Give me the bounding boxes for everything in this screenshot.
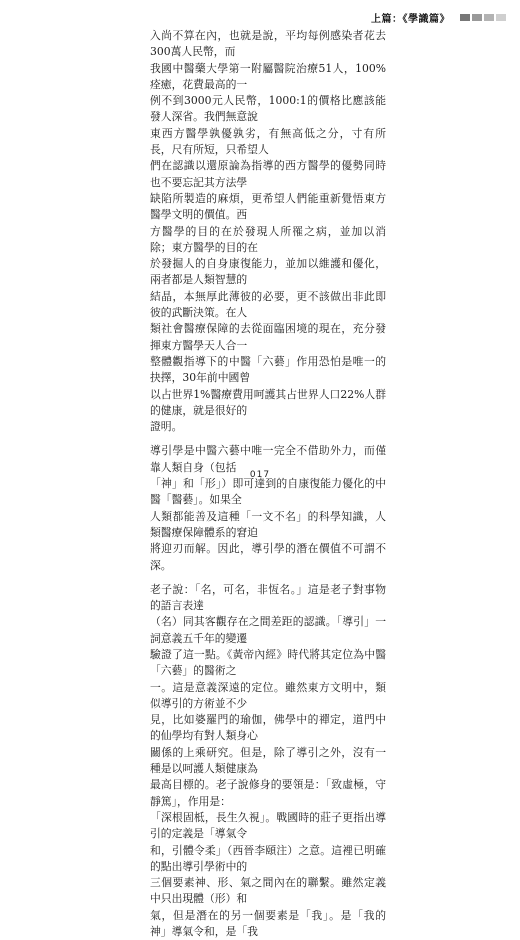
text-line: 見，比如婆羅門的瑜伽，佛學中的禪定，道門中的仙學均有對人類身心	[150, 713, 386, 743]
header-decoration	[458, 14, 506, 21]
running-header	[371, 10, 506, 25]
text-line: 「神」和「形」）即可達到的自康復能力優化的中醫「醫藝」。如果全	[150, 477, 386, 507]
text-line: 人類都能善及這種「一文不名」的科學知識，人類醫療保障體系的窘迫	[150, 509, 386, 539]
text-line: 以占世界1%醫療費用呵護其占世界人口22%人群的健康，就是很好的	[150, 387, 386, 417]
text-line: 「深根固柢，長生久視」。戰國時的莊子更指出導引的定義是「導氣令	[150, 810, 386, 841]
text-line: 們在認識以還原論為指導的西方醫學的優勢同時也不要忘記其方法學	[150, 159, 386, 189]
text-line: 驗證了這一點。《黃帝內經》時代將其定位為中醫「六藝」的醫術之	[150, 647, 386, 678]
text-line: 入尚不算在內，也就是說，平均每例感染者花去300萬人民幣，而	[150, 29, 386, 59]
text-line: 導引學是中醫六藝中唯一完全不借助外力，而僅靠人類自身（包括	[150, 444, 386, 474]
paragraph	[150, 28, 386, 435]
text-line: 東西方醫學孰優孰劣，有無高低之分，寸有所長，尺有所短，只希望人	[150, 126, 386, 157]
text-line: 老子說：「名，可名，非恆名。」這是老子對事物的語言表達	[150, 582, 386, 613]
text-line: （名）同其客觀存在之間差距的認識。「導引」一詞意義五千年的變遷	[150, 615, 386, 645]
text-line: 方醫學的目的在於發現人所罹之病，並加以消除；東方醫學的目的在	[150, 224, 386, 254]
section-title: 上篇：《學識篇》	[371, 14, 450, 25]
text-line: 三個要素神、形、氣之間內在的聯繫。雖然定義中只出現體（形）和	[150, 876, 386, 906]
text-line: 將迎刃而解。因此，導引學的潛在價值不可謂不深。	[150, 542, 386, 572]
paragraph	[150, 443, 386, 573]
text-line: 最高目標的。老子說修身的要領是：「致虛極，守靜篤」，作用是：	[150, 778, 386, 808]
paragraph	[150, 582, 386, 940]
body-text	[150, 28, 386, 940]
text-line: 於發掘人的自身康復能力，並加以維護和優化，兩者都是人類智慧的	[150, 257, 386, 287]
text-line: 證明。	[150, 420, 183, 434]
text-line: 結晶，本無厚此薄彼的必要，更不該做出非此即彼的武斷決策。在人	[150, 289, 386, 320]
text-line: 例不到3000元人民幣，1000:1的價格比應該能發人深省。我們無意說	[150, 94, 386, 124]
text-line: 類社會醫療保障的去從面臨困境的現在，充分發揮東方醫學天人合一	[150, 322, 386, 352]
text-line: 缺陷所製造的麻煩，更希望人們能重新覺悟東方醫學文明的價值。西	[150, 191, 386, 222]
text-line: 整體觀指導下的中醫「六藝」作用恐怕是唯一的抉擇，30年前中國曾	[150, 354, 386, 385]
text-line: 和，引體令柔」（西晉李頤注）之意。這裡已明確的點出導引學術中的	[150, 843, 386, 873]
text-line: 我國中醫藥大學第一附屬醫院治療51人，100%痊癒，花費最高的一	[150, 61, 386, 91]
text-line: 一。這是意義深遠的定位。雖然東方文明中，類似導引的方術並不少	[150, 680, 386, 710]
text-line: 氣，但是潛在的另一個要素是「我」。是「我的神」導氣令和，是「我	[150, 908, 386, 939]
text-line: 關係的上乘研究。但是，除了導引之外，沒有一種是以呵護人類健康為	[150, 745, 386, 776]
page-number: 017	[249, 470, 271, 480]
